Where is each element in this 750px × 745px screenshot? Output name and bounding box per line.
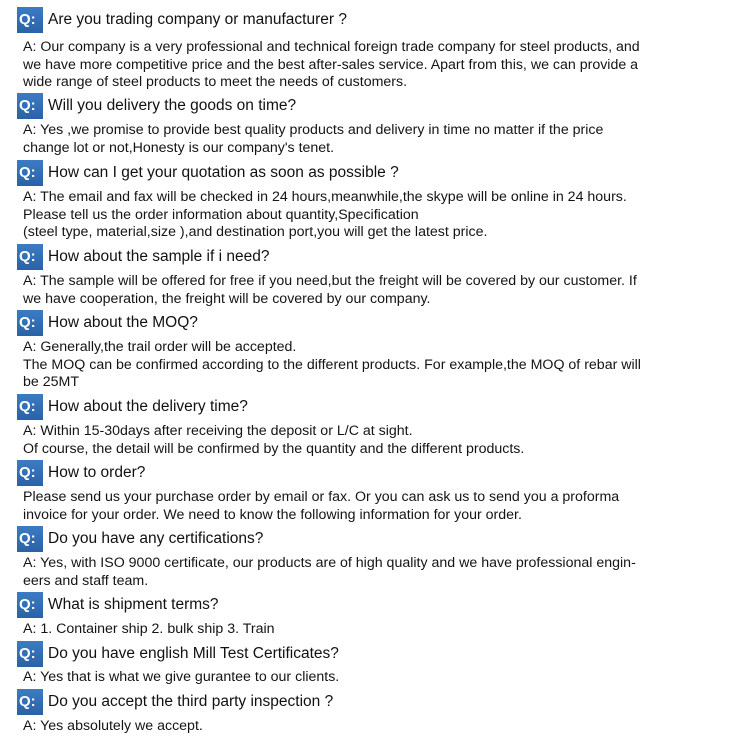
faq-question-row [17, 460, 145, 486]
faq-question: Do you accept the third party inspection ? [48, 693, 334, 710]
faq-answer [23, 273, 688, 308]
faq-question-row [17, 7, 347, 33]
q-badge: Q: [17, 592, 43, 618]
faq-answer [23, 669, 688, 687]
faq-question-row [17, 526, 263, 552]
faq-question-row [17, 93, 296, 119]
faq-answer [23, 555, 688, 590]
faq-answer-line: be 25MT [23, 374, 79, 390]
faq-answer-line: invoice for your order. We need to know the following information for your order. [23, 506, 522, 523]
faq-question-row [17, 394, 248, 420]
faq-question-row [17, 592, 219, 618]
faq-question-row [17, 641, 339, 667]
faq-answer-line: A: The sample will be offered for free if you need,but the freight will be covered by our customer. If [23, 273, 637, 289]
q-badge: Q: [17, 244, 43, 270]
faq-answer-line: A: Within 15-30days after receiving the deposit or L/C at sight. [23, 423, 413, 439]
faq-answer [23, 189, 688, 242]
faq-answer-line: A: Yes ,we promise to provide best quality products and delivery in time no matter if the price [23, 122, 604, 138]
q-badge: Q: [17, 641, 43, 667]
q-badge: Q: [17, 689, 43, 715]
faq-answer-line: A: Generally,the trail order will be accepted. [23, 339, 297, 355]
faq-question: Do you have any certifications? [48, 530, 264, 547]
faq-question: How about the delivery time? [48, 398, 248, 415]
faq-question: How to order? [48, 464, 146, 481]
faq-answer-line: A: 1. Container ship 2. bulk ship 3. Train [23, 621, 275, 637]
faq-question-row [17, 160, 399, 186]
q-badge: Q: [17, 310, 43, 336]
faq-answer-line: A: The email and fax will be checked in 24 hours,meanwhile,the skype will be online in 24 hours. [23, 189, 627, 205]
faq-question-row [17, 689, 333, 715]
faq-answer-line: Please tell us the order information about quantity,Specification [23, 206, 419, 223]
faq-answer-line: eers and staff team. [23, 572, 149, 589]
q-badge: Q: [17, 394, 43, 420]
faq-question: How about the MOQ? [48, 314, 198, 331]
faq-answer-line: Of course, the detail will be confirmed by the quantity and the different products. [23, 440, 525, 457]
faq-answer-line: A: Yes, with ISO 9000 certificate, our products are of high quality and we have professional engin- [23, 555, 636, 571]
faq-question-row [17, 244, 269, 270]
faq-answer [23, 122, 688, 157]
faq-question: How about the sample if i need? [48, 248, 270, 265]
faq-answer-line: A: Yes that is what we give gurantee to our clients. [23, 669, 340, 685]
faq-answer-line: we have more competitive price and the best after-sales service. Apart from this, we can provide a [23, 56, 639, 73]
faq-answer-line: A: Yes absolutely we accept. [23, 718, 203, 734]
faq-answer [23, 339, 688, 392]
q-badge: Q: [17, 526, 43, 552]
faq-question: Are you trading company or manufacturer ? [48, 11, 347, 28]
faq-answer-line: we have cooperation, the freight will be covered by our company. [23, 290, 431, 307]
faq-answer-line: Please send us your purchase order by email or fax. Or you can ask us to send you a proforma [23, 489, 620, 505]
faq-answer-line: change lot or not,Honesty is our company's tenet. [23, 139, 335, 156]
faq-answer [23, 718, 688, 736]
faq-answer-line: The MOQ can be confirmed according to the different products. For example,the MOQ of rebar will [23, 356, 641, 373]
faq-question-row [17, 310, 198, 336]
q-badge: Q: [17, 460, 43, 486]
faq-question: Do you have english Mill Test Certificates? [48, 645, 339, 662]
faq-answer-line: wide range of steel products to meet the needs of customers. [23, 74, 408, 90]
faq-answer [23, 39, 688, 92]
faq-question: How can I get your quotation as soon as possible ? [48, 164, 399, 181]
faq-answer [23, 423, 688, 458]
faq-answer-line: (steel type, material,size ),and destination port,you will get the latest price. [23, 224, 488, 240]
faq-answer [23, 621, 688, 639]
q-badge: Q: [17, 93, 43, 119]
faq-answer-line: A: Our company is a very professional and technical foreign trade company for steel products, and [23, 39, 640, 55]
faq-answer [23, 489, 688, 524]
faq-question: What is shipment terms? [48, 596, 219, 613]
q-badge: Q: [17, 7, 43, 33]
q-badge: Q: [17, 160, 43, 186]
faq-question: Will you delivery the goods on time? [48, 97, 297, 114]
